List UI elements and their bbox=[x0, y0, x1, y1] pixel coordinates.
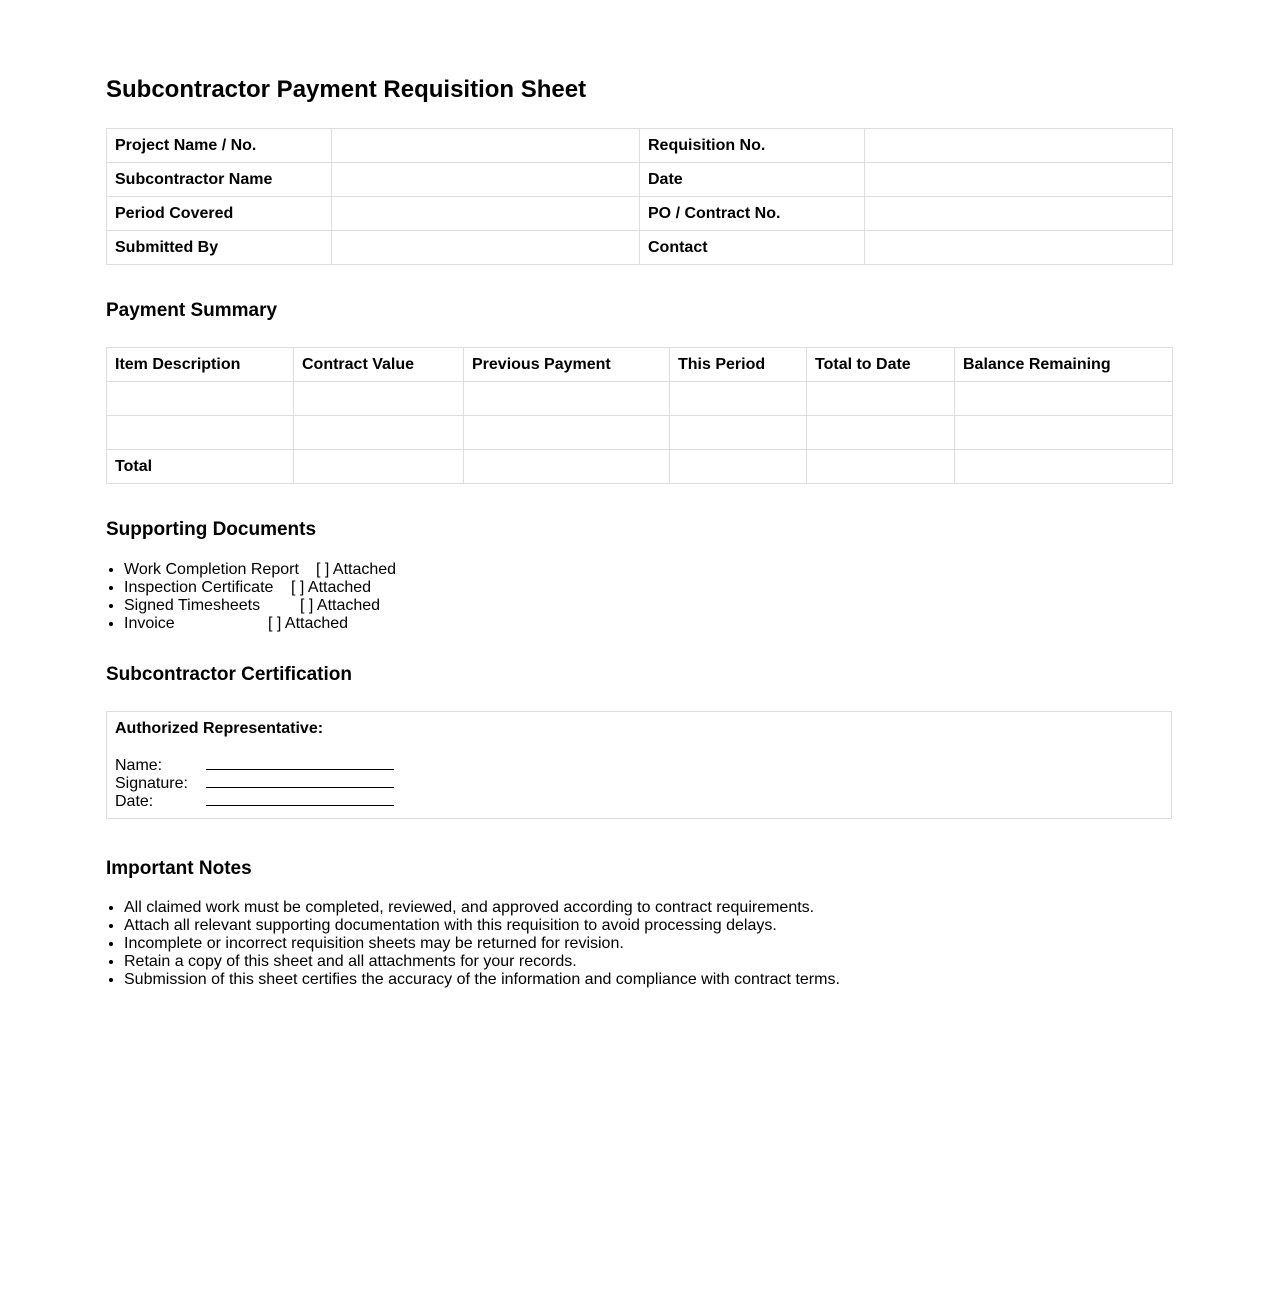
column-header: Item Description bbox=[107, 348, 294, 382]
date-field[interactable] bbox=[865, 163, 1173, 197]
field-label: PO / Contract No. bbox=[640, 197, 865, 231]
table-cell[interactable] bbox=[294, 382, 464, 416]
table-cell[interactable] bbox=[807, 416, 955, 450]
table-cell[interactable] bbox=[955, 382, 1173, 416]
name-label: Name: bbox=[115, 757, 163, 774]
field-label: Period Covered bbox=[107, 197, 332, 231]
column-header: Balance Remaining bbox=[955, 348, 1173, 382]
table-cell[interactable] bbox=[464, 450, 670, 484]
document-name: Work Completion Report bbox=[124, 561, 299, 578]
signature-line[interactable] bbox=[206, 774, 394, 788]
page-title: Subcontractor Payment Requisition Sheet bbox=[106, 76, 587, 103]
field-label: Submitted By bbox=[107, 231, 332, 265]
header-info-table bbox=[106, 128, 1173, 265]
header-row bbox=[107, 163, 1173, 197]
document-name: Invoice bbox=[124, 615, 175, 632]
table-cell[interactable] bbox=[464, 416, 670, 450]
payment-summary-heading: Payment Summary bbox=[106, 300, 278, 321]
list-item: • Incomplete or incorrect requisition sheets may be returned for revision. bbox=[124, 935, 840, 953]
field-label: Subcontractor Name bbox=[107, 163, 332, 197]
table-cell[interactable] bbox=[107, 416, 294, 450]
payment-summary-table bbox=[106, 347, 1173, 484]
date-label: Date: bbox=[115, 793, 154, 810]
name-signature-line[interactable] bbox=[206, 756, 394, 770]
important-notes-heading: Important Notes bbox=[106, 858, 252, 879]
important-notes-list bbox=[106, 899, 840, 989]
total-label: Total bbox=[107, 450, 294, 484]
authorized-representative-label: Authorized Representative: bbox=[115, 720, 324, 737]
header-row bbox=[107, 197, 1173, 231]
document-name: Signed Timesheets bbox=[124, 597, 261, 614]
signature-label: Signature: bbox=[115, 775, 188, 792]
table-cell[interactable] bbox=[807, 450, 955, 484]
certification-box bbox=[106, 711, 1172, 819]
submitted-by-field[interactable] bbox=[332, 231, 640, 265]
po-contract-no-field[interactable] bbox=[865, 197, 1173, 231]
document-name: Inspection Certificate bbox=[124, 579, 274, 596]
certification-heading: Subcontractor Certification bbox=[106, 664, 352, 685]
column-header: Contract Value bbox=[294, 348, 464, 382]
attached-checkbox[interactable]: [ ] Attached bbox=[316, 561, 397, 578]
list-item bbox=[124, 579, 396, 597]
header-row bbox=[107, 129, 1173, 163]
table-row bbox=[107, 382, 1173, 416]
list-item: • Submission of this sheet certifies the accuracy of the information and compliance with contract terms. bbox=[124, 971, 840, 989]
contact-field[interactable] bbox=[865, 231, 1173, 265]
list-item: • Attach all relevant supporting documentation with this requisition to avoid processing delays. bbox=[124, 917, 840, 935]
table-cell[interactable] bbox=[807, 382, 955, 416]
attached-checkbox[interactable]: [ ] Attached bbox=[268, 615, 349, 632]
list-item bbox=[124, 597, 396, 615]
date-signature-line[interactable] bbox=[206, 792, 394, 806]
table-cell[interactable] bbox=[464, 382, 670, 416]
field-label: Contact bbox=[640, 231, 865, 265]
header-row bbox=[107, 231, 1173, 265]
table-cell[interactable] bbox=[107, 382, 294, 416]
table-cell[interactable] bbox=[670, 416, 807, 450]
attached-checkbox[interactable]: [ ] Attached bbox=[300, 597, 381, 614]
list-item: • Retain a copy of this sheet and all attachments for your records. bbox=[124, 953, 840, 971]
list-item: • All claimed work must be completed, reviewed, and approved according to contract requirements. bbox=[124, 899, 840, 917]
date-row bbox=[115, 792, 1163, 810]
requisition-no-field[interactable] bbox=[865, 129, 1173, 163]
total-row bbox=[107, 450, 1173, 484]
subcontractor-name-field[interactable] bbox=[332, 163, 640, 197]
field-label: Date bbox=[640, 163, 865, 197]
table-cell[interactable] bbox=[955, 450, 1173, 484]
field-label: Requisition No. bbox=[640, 129, 865, 163]
supporting-documents-heading: Supporting Documents bbox=[106, 519, 317, 540]
column-header: Previous Payment bbox=[464, 348, 670, 382]
list-item bbox=[124, 561, 396, 579]
attached-checkbox[interactable]: [ ] Attached bbox=[291, 579, 372, 596]
table-cell[interactable] bbox=[294, 416, 464, 450]
name-row bbox=[115, 756, 1163, 774]
column-header: Total to Date bbox=[807, 348, 955, 382]
project-name-field[interactable] bbox=[332, 129, 640, 163]
signature-row bbox=[115, 774, 1163, 792]
table-row bbox=[107, 416, 1173, 450]
table-cell[interactable] bbox=[670, 382, 807, 416]
table-cell[interactable] bbox=[670, 450, 807, 484]
list-item bbox=[124, 615, 396, 633]
field-label: Project Name / No. bbox=[107, 129, 332, 163]
table-cell[interactable] bbox=[955, 416, 1173, 450]
table-cell[interactable] bbox=[294, 450, 464, 484]
supporting-documents-list bbox=[106, 561, 396, 633]
period-covered-field[interactable] bbox=[332, 197, 640, 231]
table-header-row bbox=[107, 348, 1173, 382]
column-header: This Period bbox=[670, 348, 807, 382]
